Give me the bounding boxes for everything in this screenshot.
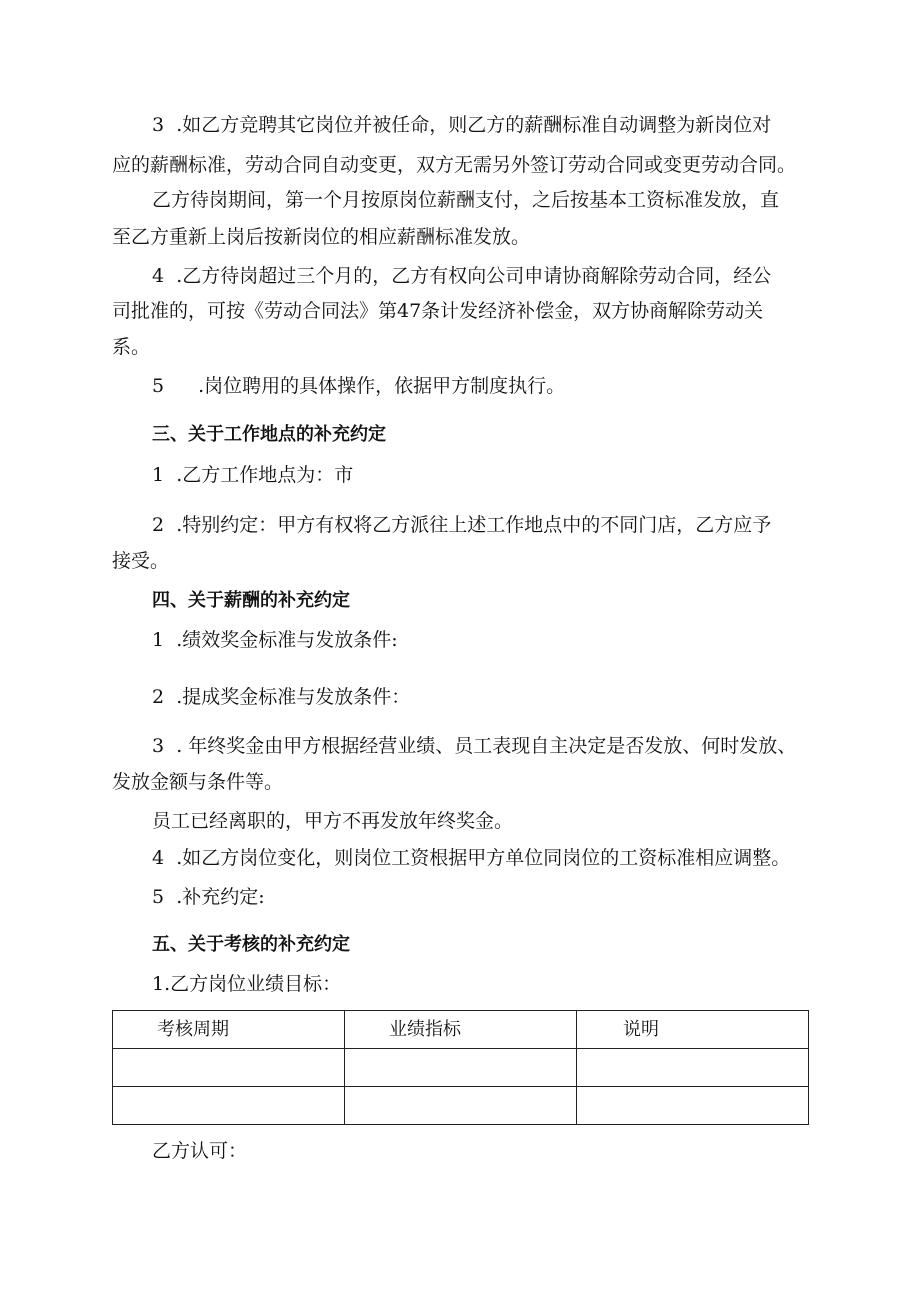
s2-item4-number: 4 bbox=[152, 265, 165, 287]
s4-item4-number: 4 bbox=[152, 847, 165, 869]
s4-item2-number: 2 bbox=[152, 686, 165, 708]
s4-item3-line1 bbox=[152, 734, 796, 758]
table-header-cell: 说明 bbox=[577, 1011, 809, 1049]
s4-item4-text: .如乙方岗位变化，则岗位工资根据甲方单位同岗位的工资标准相应调整。 bbox=[176, 847, 791, 869]
s2-paragraph-line1: 乙方待岗期间，第一个月按原岗位薪酬支付，之后按基本工资标准发放，直 bbox=[152, 189, 780, 211]
s2-item4-line2: 司批准的，可按《劳动合同法》第47条计发经济补偿金，双方协商解除劳动关 bbox=[112, 300, 764, 322]
s4-item1 bbox=[152, 628, 398, 652]
s4-item2 bbox=[152, 685, 410, 709]
s4-item5-text: .补充约定: bbox=[176, 886, 265, 908]
s2-item4-text: .乙方待岗超过三个月的，乙方有权向公司申请协商解除劳动合同，经公 bbox=[176, 265, 772, 287]
table-cell[interactable] bbox=[577, 1049, 809, 1087]
s2-item4-line1 bbox=[152, 264, 771, 288]
s2-item5 bbox=[152, 374, 565, 398]
section-4-heading: 四、关于薪酬的补充约定 bbox=[152, 590, 350, 611]
s2-item5-text: .岗位聘用的具体操作，依据甲方制度执行。 bbox=[198, 375, 566, 397]
s4-item2-text: .提成奖金标准与发放条件： bbox=[176, 686, 411, 708]
s3-item2-number: 2 bbox=[152, 514, 165, 536]
table-header-cell: 业绩指标 bbox=[345, 1011, 577, 1049]
section-5-heading: 五、关于考核的补充约定 bbox=[152, 934, 350, 955]
performance-target-table bbox=[112, 1010, 809, 1125]
s4-item3-text: . 年终奖金由甲方根据经营业绩、员工表现自主决定是否发放、何时发放、 bbox=[176, 735, 797, 757]
s3-item2-text: .特别约定：甲方有权将乙方派往上述工作地点中的不同门店，乙方应予 bbox=[176, 514, 772, 536]
s2-item3-line2: 应的薪酬标准，劳动合同自动变更，双方无需另外签订劳动合同或变更劳动合同。 bbox=[112, 154, 797, 176]
table-row bbox=[113, 1087, 809, 1125]
s2-item5-number: 5 bbox=[152, 375, 165, 397]
table-cell[interactable] bbox=[345, 1049, 577, 1087]
s4-item1-text: .绩效奖金标准与发放条件: bbox=[176, 629, 398, 651]
s4-item1-number: 1 bbox=[152, 629, 165, 651]
s4-item5-number: 5 bbox=[152, 886, 165, 908]
s2-item4-line3: 系。 bbox=[112, 336, 151, 358]
table-cell[interactable] bbox=[577, 1087, 809, 1125]
s4-item3-number: 3 bbox=[152, 735, 165, 757]
s3-item2-line1 bbox=[152, 513, 771, 537]
s2-item3-line1 bbox=[152, 113, 771, 137]
s2-item3-text: .如乙方竞聘其它岗位并被任命，则乙方的薪酬标准自动调整为新岗位对 bbox=[176, 114, 772, 136]
table-cell[interactable] bbox=[113, 1087, 345, 1125]
table-cell[interactable] bbox=[113, 1049, 345, 1087]
table-header-cell: 考核周期 bbox=[113, 1011, 345, 1049]
table-cell[interactable] bbox=[345, 1087, 577, 1125]
s4-item5 bbox=[152, 885, 265, 909]
s4-paragraph: 员工已经离职的，甲方不再发放年终奖金。 bbox=[152, 810, 514, 832]
party-b-approval: 乙方认可： bbox=[152, 1140, 248, 1162]
table-row bbox=[113, 1049, 809, 1087]
s4-item4 bbox=[152, 846, 790, 870]
s2-paragraph-line2: 至乙方重新上岗后按新岗位的相应薪酬标准发放。 bbox=[112, 226, 531, 248]
s3-item1-number: 1 bbox=[152, 464, 165, 486]
s3-item1 bbox=[152, 463, 353, 487]
s3-item2-line2: 接受。 bbox=[112, 550, 170, 572]
s2-item3-number: 3 bbox=[152, 114, 165, 136]
table-header-row bbox=[113, 1011, 809, 1049]
s5-item1: 1.乙方岗位业绩目标： bbox=[152, 973, 342, 995]
section-3-heading: 三、关于工作地点的补充约定 bbox=[152, 424, 386, 445]
s4-item3-line2: 发放金额与条件等。 bbox=[112, 771, 284, 793]
s3-item1-text: .乙方工作地点为：市 bbox=[176, 464, 354, 486]
